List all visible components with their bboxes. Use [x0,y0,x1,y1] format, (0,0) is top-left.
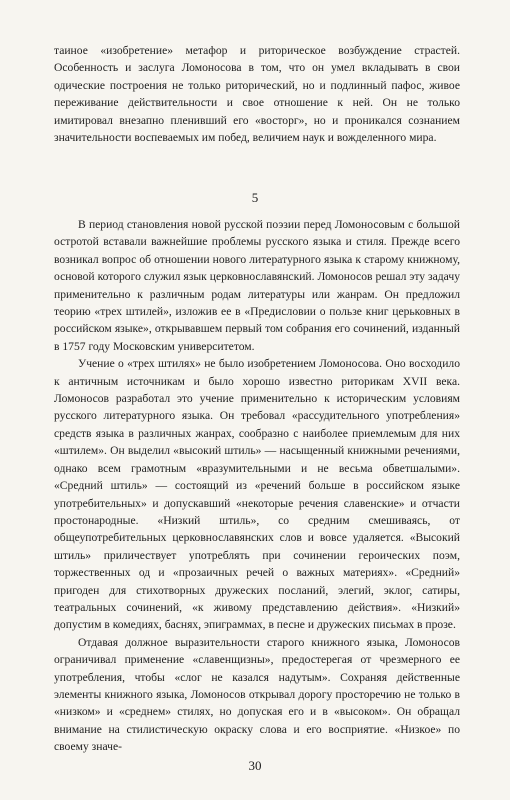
page-number: 30 [248,758,262,773]
section-number: 5 [251,190,259,205]
paragraph: Отдавая должное выразительности старого книжного языка, Ломоносов ограничивал применение «славенщизны», предостерегая от чрезмерного ее употребления, чтобы «слог не казался надутым». Сохраняя действенные элементы книжного языка, Ломоносов открывал дорогу просторечию не только в «низком» и «среднем» стилях, но допуская его и в «высоком». Он обращал внимание на стилистическую окраску слова и его восприятие. «Низкое» по своему значе- [54,635,460,754]
paragraph: В период становления новой русской поэзии перед Ломоносовым с большой остротой вставали важнейшие проблемы русского языка и стиля. Прежде всего возникал вопрос об отношении нового литературного языка к старому книжному, основой которого служил язык церковнославянский. Ломоносов решал эту задачу применительно к различным родам литературы или жанрам. Он предложил теорию «трех штилей», изложив ее в «Предисловии о пользе книг церьковных в российском языке», открывавшем первый том собрания его сочинений, изданный в 1757 году Московским университетом. [54,218,460,353]
paragraph: Учение о «трех штилях» не было изобретением Ломоносова. Оно восходило к античным источникам и было хорошо известно риторикам XVII века. Ломоносов разработал это учение применительно к историческим условиям русского литературного языка. Он требовал «рассудительного употребления» средств языка в различных жанрах, сообразно с наиболее приемлемым для них «штилем». Он выделил «высокий штиль» — насыщенный книжными речениями, однако всем грамотным «вразумительными и не весьма обветшалыми». «Средний штиль» — состоящий из «речений больше в российском языке употребительных» и допускавший «некоторые речения славенские» и отчасти простонародные. «Низкий штиль», со средним смешиваясь, от общеупотребительных церковнославянских слов и вовсе удаляется. «Высокий штиль» приличествует употреблять при сочинении героических поэм, торжественных од и «прозаичных речей о важных материях». «Средний» пригоден для стихотворных дружеских посланий, элегий, эклог, сатиры, театральных сочинений, «к живому представлению действия». «Низкий» допустим в комедиях, баснях, эпиграммах, в песне и дружеских письмах в прозе. [54,357,460,632]
top-text-block [54,42,460,146]
main-text-block [54,216,460,756]
paragraph-continued: таиное «изобретение» метафор и риторическое возбуждение страстей. Особенность и заслуга Ломоносова в том, что он умел вкладывать в свои одические построения не только риторический, но и подлинный пафос, живое переживание действительности и свое отношение к ней. Он не только имитировал внезапно пленивший его «восторг», но и проникался сознанием значительности воспеваемых им побед, величием наук и вожделенного мира. [54,44,460,145]
